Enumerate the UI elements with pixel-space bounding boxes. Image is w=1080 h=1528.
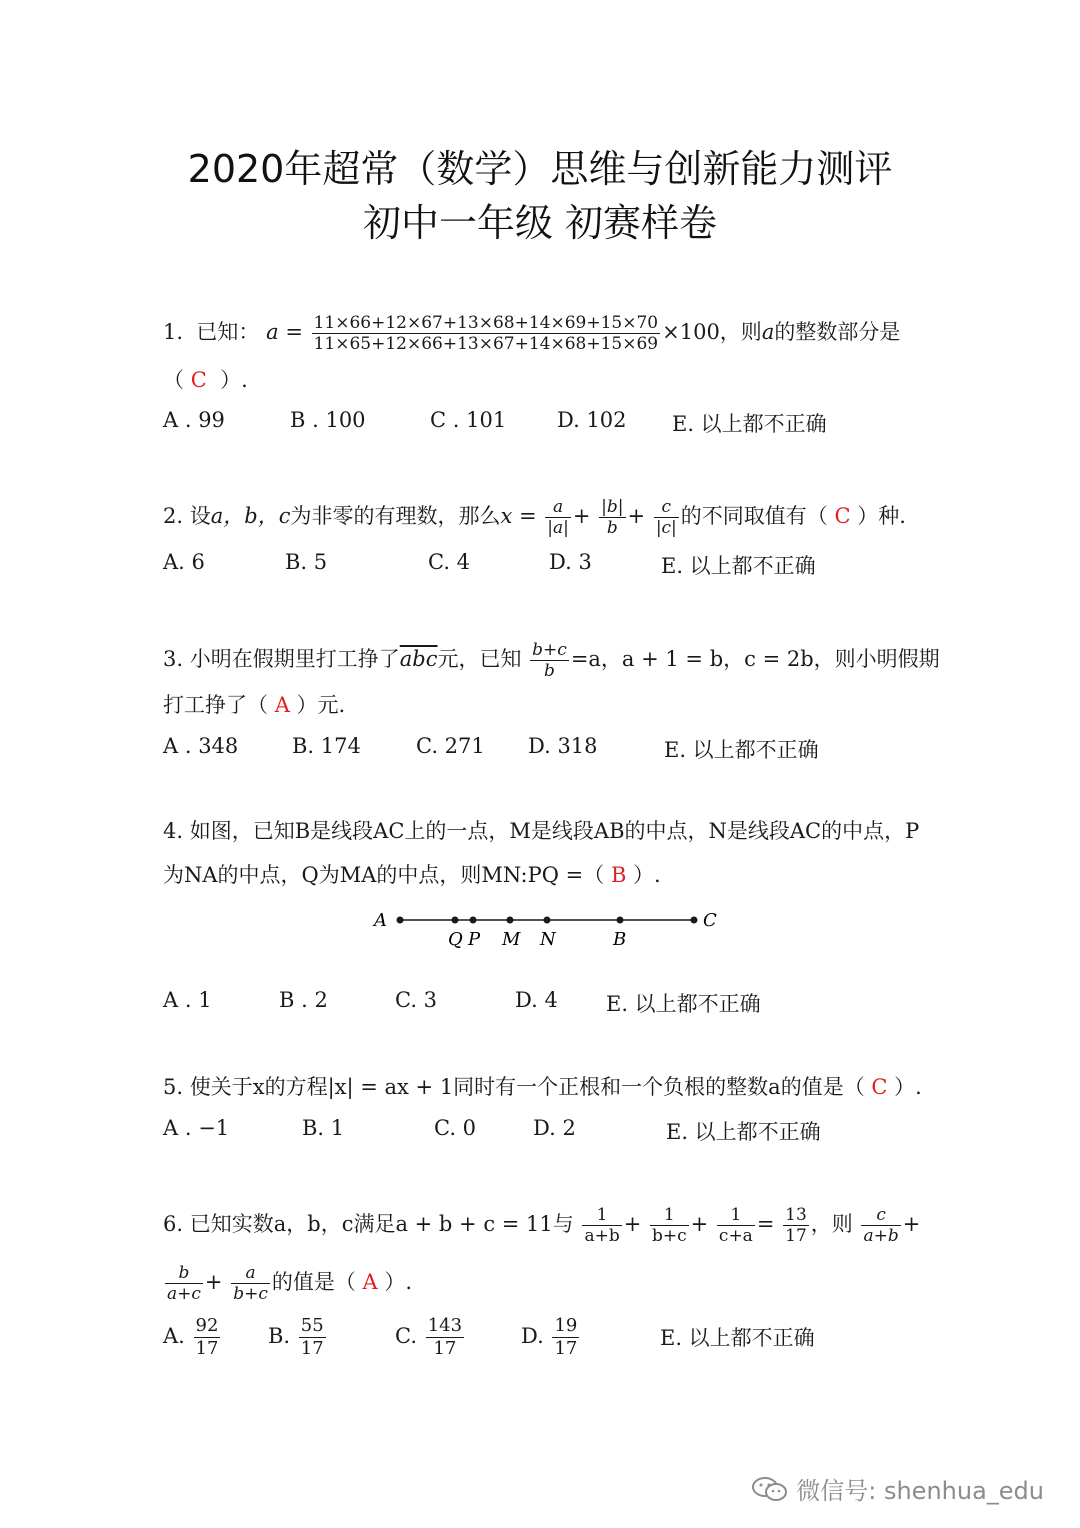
math-text: ×100，则 [662, 320, 762, 344]
answer: C [871, 1075, 888, 1099]
point-a [397, 917, 404, 924]
answer: C [834, 504, 851, 528]
option-a: A. 6 [163, 550, 205, 574]
answer: A [362, 1270, 378, 1294]
question-text: 已知： [196, 320, 260, 344]
point-c [691, 917, 698, 924]
label-b: B [613, 929, 627, 950]
fraction: $\frac{1}{a+b}$ [584, 1205, 620, 1246]
option-c: C. 0 [434, 1116, 477, 1140]
option-e: E. 以上都不正确 [660, 1326, 815, 1350]
point-p [470, 917, 477, 924]
fraction: $\frac{13}{17}$ [785, 1205, 807, 1246]
option-e: E. 以上都不正确 [672, 412, 827, 436]
question-5: 5. 使关于x的方程|x| = ax + 1同时有一个正根和一个负根的整数a的值是（ C ）. [163, 1075, 922, 1099]
label-q: Q [448, 929, 463, 950]
question-4: 4. 如图，已知B是线段AC上的一点，M是线段AB的中点，N是线段AC的中点，P [163, 819, 920, 843]
fraction: $\frac{c}{|c|}$ [655, 497, 677, 538]
question-6: 6. 已知实数a，b，c满足a + b + c = 11与 $\frac{1}{a+b}$ + $\frac{1}{b+c}$ + $\frac{1}{c+a}$ = $\frac{13}{17}$ ，则 $\frac{c}{a+b}$ + [163, 1205, 921, 1246]
option-b: B . 100 [290, 408, 366, 432]
question-4-line2: 为NA的中点，Q为MA的中点，则MN:PQ =（ B ）. [163, 863, 661, 887]
point-b [617, 917, 624, 924]
label-c: C [703, 910, 717, 931]
option-c: C . 101 [430, 408, 507, 432]
math-var: a [266, 320, 279, 344]
option-d: D. 3 [549, 550, 592, 574]
fraction: $\frac{a}{b+c}$ [233, 1263, 268, 1304]
question-1-answer-line: （ C ）. [163, 368, 248, 392]
option-d: D. $\frac{19}{17}$ [521, 1315, 578, 1359]
fraction: $\frac{11\times 66+12\times 67+13\times 68+14\times 69+15\times 70}{11\times 65+12\times 66+13\times 67+14\times 68+15\times 69}$ [313, 313, 659, 354]
fraction: $\frac{a}{|a|}$ [547, 497, 569, 538]
option-b: B. 174 [292, 734, 361, 758]
option-a: A . 1 [163, 988, 212, 1012]
question-3: 3. 小明在假期里打工挣了$\overline{abc}$元，已知 $\frac{b+c}{b}$ =a，a + 1 = b，c = 2b，则小明假期 [163, 640, 940, 681]
question-1 [163, 313, 900, 354]
math-var: a [761, 320, 775, 344]
fraction: $\frac{b+c}{b}$ [532, 640, 567, 681]
option-a: A . 99 [163, 408, 225, 432]
option-c: C. $\frac{143}{17}$ [395, 1315, 463, 1359]
point-q [452, 917, 459, 924]
answer: C [190, 368, 207, 392]
option-c: C. 3 [395, 988, 438, 1012]
question-2: 2. 设a，b，c为非零的有理数，那么x = $\frac{a}{|a|}$ + $\frac{|b|}{b}$ + $\frac{c}{|c|}$ 的不同取值有（ C ）种. [163, 497, 906, 538]
answer: A [274, 693, 290, 717]
question-6-line2: $\frac{b}{a+c}$ + $\frac{a}{b+c}$ 的值是（ A ）. [167, 1263, 413, 1304]
option-d: D. 318 [528, 734, 598, 758]
option-c: C. 4 [428, 550, 471, 574]
fraction: $\frac{1}{b+c}$ [651, 1205, 687, 1246]
option-b: B. $\frac{55}{17}$ [268, 1315, 324, 1359]
option-d: D. 4 [515, 988, 558, 1012]
point-n [544, 917, 551, 924]
fraction: $\frac{c}{a+b}$ [863, 1205, 899, 1246]
option-e: E. 以上都不正确 [606, 992, 761, 1016]
page-subtitle: 初中一年级 初赛样卷 [362, 201, 718, 245]
option-c: C. 271 [416, 734, 485, 758]
option-a: A . 348 [163, 734, 239, 758]
fraction: $\frac{1}{c+a}$ [718, 1205, 753, 1246]
math-eq: = [285, 320, 303, 344]
option-d: D. 102 [557, 408, 627, 432]
fraction: $\frac{|b|}{b}$ [601, 497, 624, 538]
watermark-text: 微信号: shenhua_edu [796, 1477, 1044, 1505]
option-e: E. 以上都不正确 [666, 1120, 821, 1144]
answer: B [610, 863, 627, 887]
fraction: $\frac{b}{a+c}$ [167, 1263, 201, 1304]
option-b: B . 2 [279, 988, 328, 1012]
label-n: N [540, 929, 556, 950]
option-e: E. 以上都不正确 [664, 738, 819, 762]
watermark [750, 1471, 1044, 1506]
option-a: A . −1 [163, 1116, 230, 1140]
page-title: 2020年超常（数学）思维与创新能力测评 [187, 147, 893, 191]
wechat-icon [750, 1474, 790, 1504]
label-a: A [374, 910, 387, 931]
option-a: A. $\frac{92}{17}$ [163, 1315, 219, 1359]
option-b: B. 5 [285, 550, 328, 574]
line-segment-figure [360, 900, 730, 955]
label-p: P [468, 929, 481, 950]
option-d: D. 2 [533, 1116, 576, 1140]
option-b: B. 1 [302, 1116, 345, 1140]
point-m [507, 917, 514, 924]
question-number: 1. [163, 320, 184, 344]
question-3-line2: 打工挣了（ A ）元. [163, 693, 346, 717]
question-text: 的整数部分是 [774, 320, 901, 344]
label-m: M [502, 929, 521, 950]
option-e: E. 以上都不正确 [661, 554, 816, 578]
